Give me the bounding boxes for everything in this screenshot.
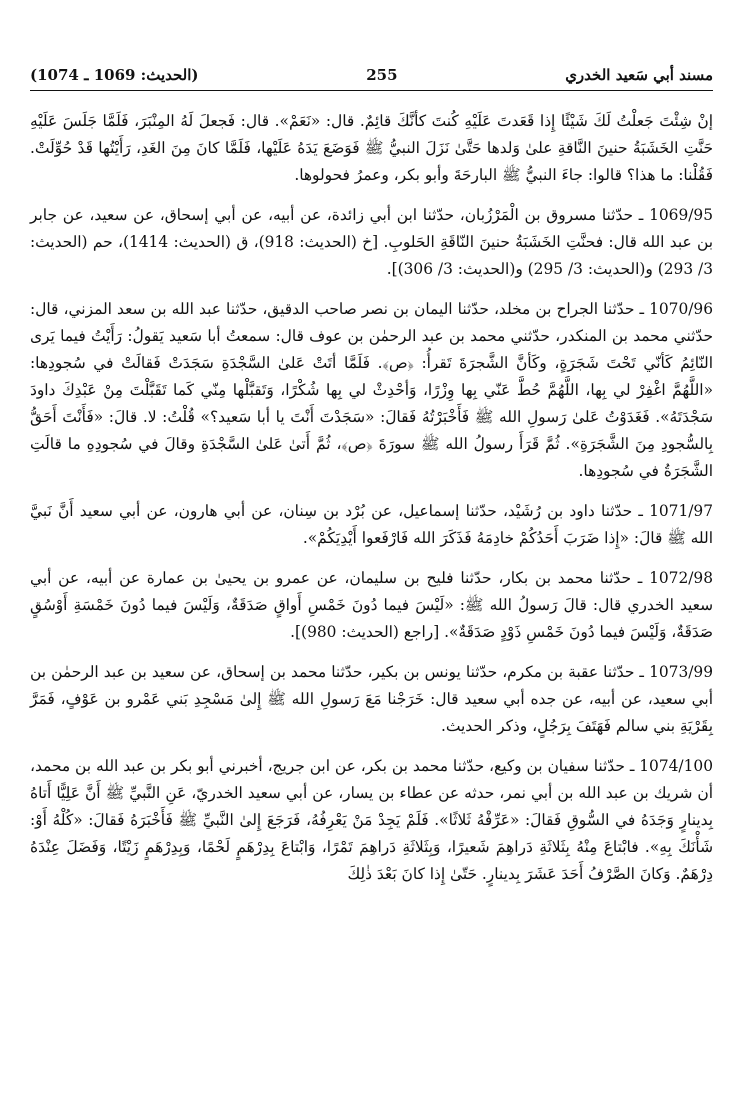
hadith-1073: 1073/99 ـ حدّثنا عقبة بن مكرم، حدّثنا يونس بن بكير، حدّثنا محمد بن إسحاق، عن سعيد بن عبد الرحمٰن بن أبي سعيد، عن أبيه، عن جده أبي سعيد قال: خَرَجْنا مَعَ رَسولِ الله ﷺ إِلىٰ مَسْجِدِ بَني عَمْرو بن عَوْفٍ، فَمَرَّ بِقَرْيَةِ بني سالم فَهَتَفَ بِرَجُلٍ، وذكر الحديث. [30,663,713,735]
header-rule [30,90,713,91]
hadith-1071: 1071/97 ـ حدّثنا داود بن رُشَيْد، حدّثنا إسماعيل، عن بُرْد بن سِنان، عن أبي هارون، عن أبي سعيد أَنَّ نَبيَّ الله ﷺ قالَ: «إِذا ضَرَبَ أَحَدُكُمْ خادِمَهُ فَذَكَرَ الله فَارْفَعوا أَيْدِيَكُمْ». [30,502,713,547]
book-title: مسند أبي سَعيد الخدري [565,66,713,84]
page-body [30,108,713,901]
hadith-1069: 1069/95 ـ حدّثنا مسروق بن الْمَرْزُبان، حدّثنا ابن أبي زائدة، عن أبيه، عن أبي إسحاق، عن سعيد، عن جابر بن عبد الله قال: فحنَّتِ الخَشَبَةُ حنينَ النّاقَةِ الحَلوبِ. [خ (الحديث: 918)، ق (الحديث: 1414)، حم (الحديث: 3/ 293) و(الحديث: 3/ 295) و(الحديث: 3/ 306)]. [30,206,714,278]
running-header [30,62,713,88]
page-number: 255 [366,66,398,84]
hadith-1070: 1070/96 ـ حدّثنا الجراح بن مخلد، حدّثنا اليمان بن نصر صاحب الدقيق، حدّثنا عبد الله بن سعد المزني، قال: حدّثني محمد بن المنكدر، حدّثني محمد بن عبد الرحمٰن بن عوف قال: سمعتُ أبا سَعيد يَقولُ: رَأَيْتُ فيما يَرى النّائِمُ كَأنّي تَحْتَ شَجَرَةٍ، وكَأنَّ الشَّجرَةَ تَقرأُ: ﴿ص﴾. فَلَمَّا أتَتْ عَلىٰ السَّجْدَةِ سَجَدَتْ فَقالَتْ في سُجودِها: «اللَّهُمَّ اغْفِرْ لي بِها، اللَّهُمَّ حُطَّ عَنّي بِها وِزْرًا، وَأحْدِثْ لي بِها شُكْرًا، وَتَقبَّلْها مِنّي كَما تَقَبَّلْتَ مِنْ عَبْدِكَ داودَ سَجْدَتَهُ». فَغَدَوْتُ عَلىٰ رَسولِ الله ﷺ فَأَخْبَرْتُهُ فَقالَ: «سَجَدْتَ أَنْتَ يا أبا سَعيد؟» قُلْتُ: لا. قالَ: «فَأَنْتَ أَحَقُّ بِالسُّجودِ مِنَ الشَّجَرَةِ». ثُمَّ قَرَأَ رسولُ الله ﷺ سورَةَ ﴿ص﴾، ثُمَّ أَتىٰ عَلىٰ السَّجْدَةِ وقالَ في سُجودِهِ ما قالَتِ الشَّجَرَةُ في سُجودِها. [30,300,713,480]
paragraph-continuation: إنْ شِئْتَ جَعلْتُ لَكَ شَيْئًا إِذا قَعَدتَ عَلَيْهِ كُنتَ كأنَّكَ قائِمٌ. قال: «نَعَمْ». قال: فَجعلَ لَهُ المِنْبَرَ، فَلَمَّا جَلَسَ عَلَيْهِ حَنَّتِ الخَشَبَةُ حنينَ النَّاقةِ علىٰ وَلدها حَتَّىٰ نَزَلَ النبيُّ ﷺ فَوَضَعَ يَدَهُ عَلَيْها، فَلَمَّا كانَ مِنَ الغَدِ، رَأَيْتُها قَدْ حُوِّلَتْ. فَقُلْنا: ما هذا؟ قالوا: جاءَ النبيُّ ﷺ البارحَةَ وأبو بكر، وعمرُ فحولوها. [30,112,713,184]
hadith-range: (الحديث: 1069 ـ 1074) [30,66,199,84]
hadith-1074: 1074/100 ـ حدّثنا سفيان بن وكيع، حدّثنا محمد بن بكر، عن ابن جريج، أخبرني أبو بكر بن عبد الله بن محمد، أن شريك بن عبد الله بن أبي نمر، حدثه عن عطاء بن يسار، عن أبي سعيد الخدريّ، عَنِ النَّبيِّ ﷺ أَنَّ عَلِيًّا أَتاهُ بِدينارٍ وَجَدَهُ في السُّوقِ فَقالَ: «عَرِّفْهُ ثَلاثًا». فَلَمْ يَجِدْ مَنْ يَعْرِفُهُ، فَرَجَعَ إِلىٰ النَّبيِّ ﷺ فَأَخْبَرَهُ فَقالَ: «كُلْهُ أَوْ: شَأْنَكَ بِهِ». فابْتاعَ مِنْهُ بِثَلاثَةِ دَراهِمَ شَعيرًا، وَبِثَلاثَةِ دَراهِمَ تَمْرًا، وَابْتاعَ بِدِرْهَمٍ لَحْمًا، وَبِدِرْهَمٍ زَيْتًا، وَفَضَلَ عِنْدَهُ دِرْهَمٌ. وَكانَ الصَّرْفُ أَحَدَ عَشَرَ بِدينارٍ. حَتّىٰ إِذا كانَ بَعْدَ ذٰلِكَ [30,757,713,883]
hadith-1072: 1072/98 ـ حدّثنا محمد بن بكار، حدّثنا فليح بن سليمان، عن عمرو بن يحيىٰ بن عمارة عن أبيه، عن أبي سعيد الخدري قال: قالَ رَسولُ الله ﷺ: «لَيْسَ فيما دُونَ خَمْسِ أَواقٍ صَدَقَةٌ، وَلَيْسَ فيما دُونَ خَمْسَةِ أَوْسُقٍ صَدَقَةٌ، وَلَيْسَ فيما دُونَ خَمْسِ ذَوْدٍ صَدَقَةٌ». [راجع (الحديث: 980)]. [30,569,713,641]
